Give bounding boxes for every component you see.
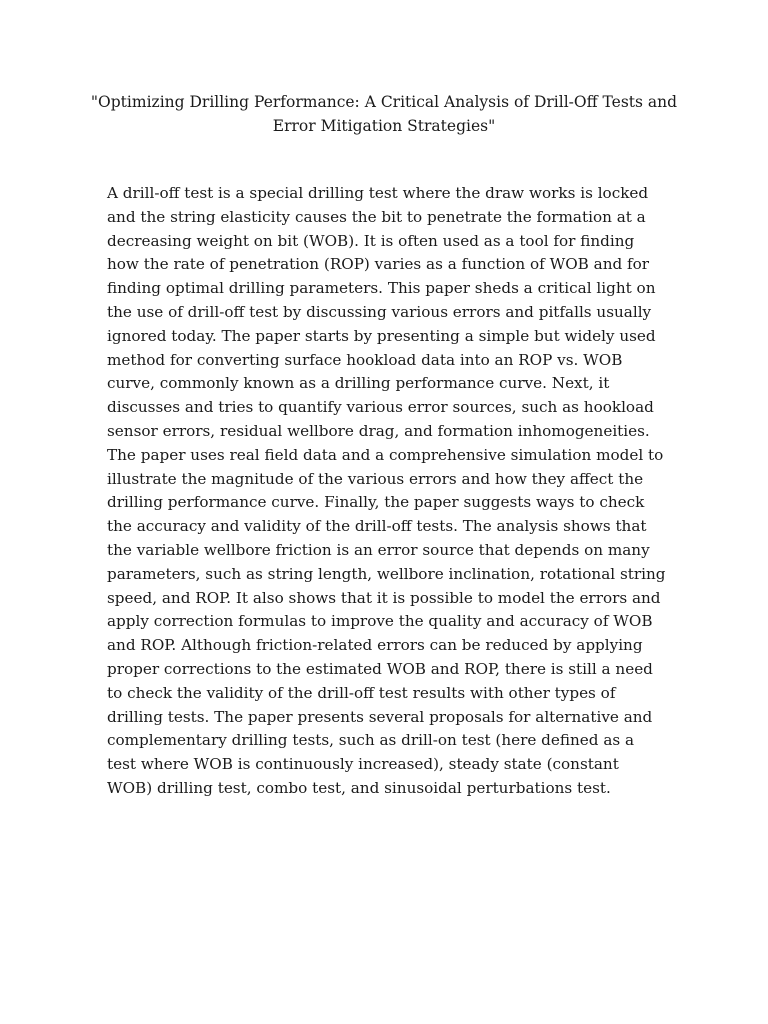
document-title: "Optimizing Drilling Performance: A Critical Analysis of Drill-Off Tests and Error Mitigation Strategies" — [90, 93, 678, 135]
abstract-paragraph: A drill-off test is a special drilling test where the draw works is locked and the string elasticity causes the bit to penetrate the formation at a decreasing weight on bit (WOB). It is often used as a tool for finding how the rate of penetration (ROP) varies as a function of WOB and for finding optimal drilling parameters. This paper sheds a critical light on the use of drill-off test by discussing various errors and pitfalls usually ignored today. The paper starts by presenting a simple but widely used method for converting surface hookload data into an ROP vs. WOB curve, commonly known as a drilling performance curve. Next, it discusses and tries to quantify various error sources, such as hookload sensor errors, residual wellbore drag, and formation inhomogeneities. The paper uses real field data and a comprehensive simulation model to illustrate the magnitude of the various errors and how they affect the drilling performance curve. Finally, the paper suggests ways to check the accuracy and validity of the drill-off tests. The analysis shows that the variable wellbore friction is an error source that depends on many parameters, such as string length, wellbore inclination, rotational string speed, and ROP. It also shows that it is possible to model the errors and apply correction formulas to improve the quality and accuracy of WOB and ROP. Although friction-related errors can be reduced by applying proper corrections to the estimated WOB and ROP, there is still a need to check the validity of the drill-off test results with other types of drilling tests. The paper presents several proposals for alternative and complementary drilling tests, such as drill-on test (here defined as a test where WOB is continuously increased), steady state (constant WOB) drilling test, combo test, and sinusoidal perturbations test. — [107, 184, 666, 797]
